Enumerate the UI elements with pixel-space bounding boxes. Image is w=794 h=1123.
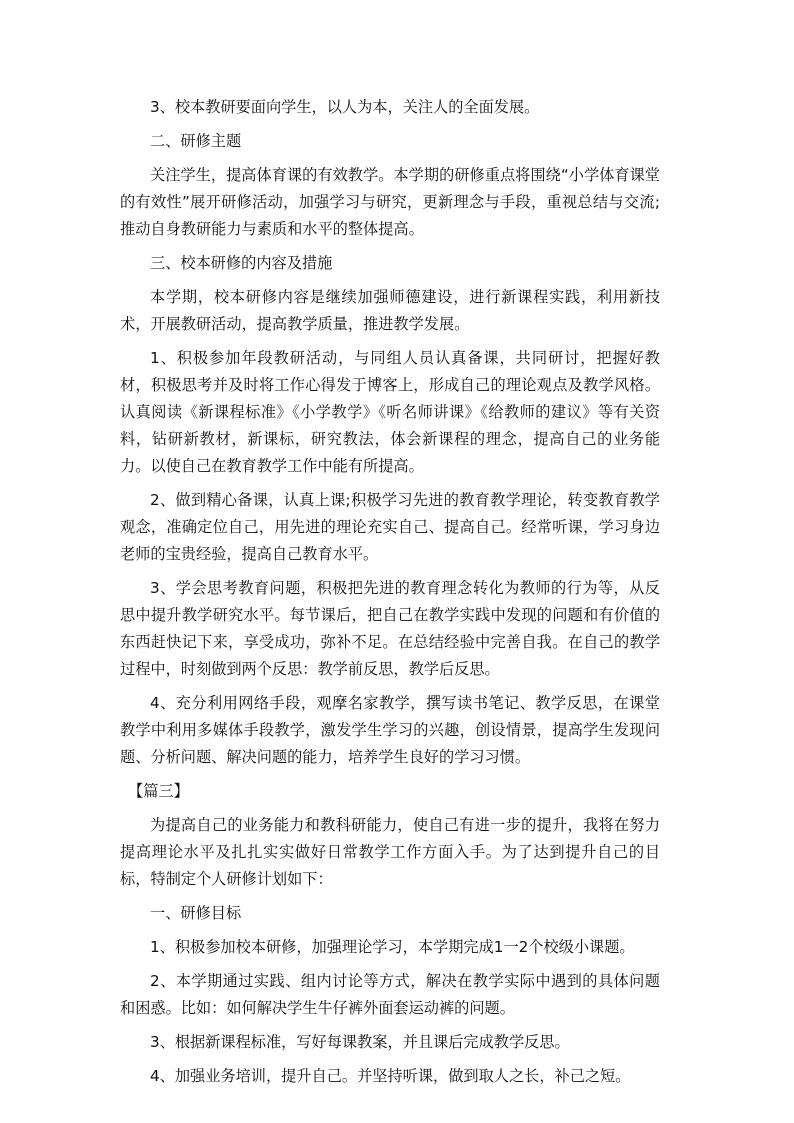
- heading-content-measures: 三、校本研修的内容及措施: [150, 254, 333, 272]
- paragraph-6: 3、学会思考教育问题，积极把先进的教育理念转化为教师的行为等，从反思中提升教学研究水平。每节课后，把自己在教学实践中发现的问题和有价值的东西赶快记下来，享受成功，弥补不足。在总结经验中完善自我。在自己的教学过程中，时刻做到两个反思：教学前反思，教学后反思。: [120, 579, 660, 678]
- paragraph-1: 3、校本教研要面向学生，以人为本，关注人的全面发展。: [150, 98, 540, 116]
- paragraph-12: 4、加强业务培训，提升自己。并坚持听课，做到取人之长，补己之短。: [150, 1067, 631, 1085]
- paragraph-7: 4、充分利用网络手段，观摩名家教学，撰写读书笔记、教学反思，在课堂教学中利用多媒体手段教学，激发学生学习的兴趣，创设情景，提高学生发现问题、分析问题、解决问题的能力，培养学生良好的学习习惯。: [120, 694, 660, 766]
- paragraph-5: 2、做到精心备课，认真上课;积极学习先进的教育教学理论，转变教育教学观念，准确定位自己，用先进的理论充实自己、提高自己。经常听课，学习身边老师的宝贵经验，提高自己教育水平。: [120, 491, 660, 563]
- heading-research-theme: 二、研修主题: [150, 132, 242, 150]
- paragraph-8: 为提高自己的业务能力和教科研能力，使自己有进一步的提升，我将在努力提高理论水平及扎扎实实做好日常教学工作方面入手。为了达到提升自己的目标，特制定个人研修计划如下：: [120, 816, 660, 888]
- paragraph-2: 关注学生，提高体育课的有效教学。本学期的研修重点将围绕“小学体育课堂的有效性”展开研修活动，加强学习与研究，更新理念与手段，重视总结与交流;推动自身教研能力与素质和水平的整体提高。: [120, 166, 660, 238]
- heading-research-goals: 一、研修目标: [150, 904, 242, 922]
- document-body: [120, 94, 660, 1097]
- paragraph-9: 1、积极参加校本研修，加强理论学习，本学期完成1一2个校级小课题。: [150, 938, 635, 956]
- paragraph-4: 1、积极参加年段教研活动，与同组人员认真备课，共同研讨，把握好教材，积极思考并及时将工作心得发于博客上，形成自己的理论观点及教学风格。认真阅读《新课程标准》《小学教学》《听名师讲课》《给教师的建议》等有关资料，钻研新教材，新课标，研究教法，体会新课程的理念，提高自己的业务能力。以使自己在教育教学工作中能有所提高。: [120, 349, 660, 475]
- section-label: 【篇三】: [128, 782, 189, 800]
- paragraph-10: 2、本学期通过实践、组内讨论等方式，解决在教学实际中遇到的具体问题和困惑。比如：如何解决学生牛仔裤外面套运动裤的问题。: [120, 972, 660, 1017]
- paragraph-3: 本学期，校本研修内容是继续加强师德建设，进行新课程实践，利用新技术，开展教研活动，提高教学质量，推进教学发展。: [120, 288, 660, 333]
- paragraph-11: 3、根据新课程标准，写好每课教案，并且课后完成教学反思。: [150, 1033, 570, 1051]
